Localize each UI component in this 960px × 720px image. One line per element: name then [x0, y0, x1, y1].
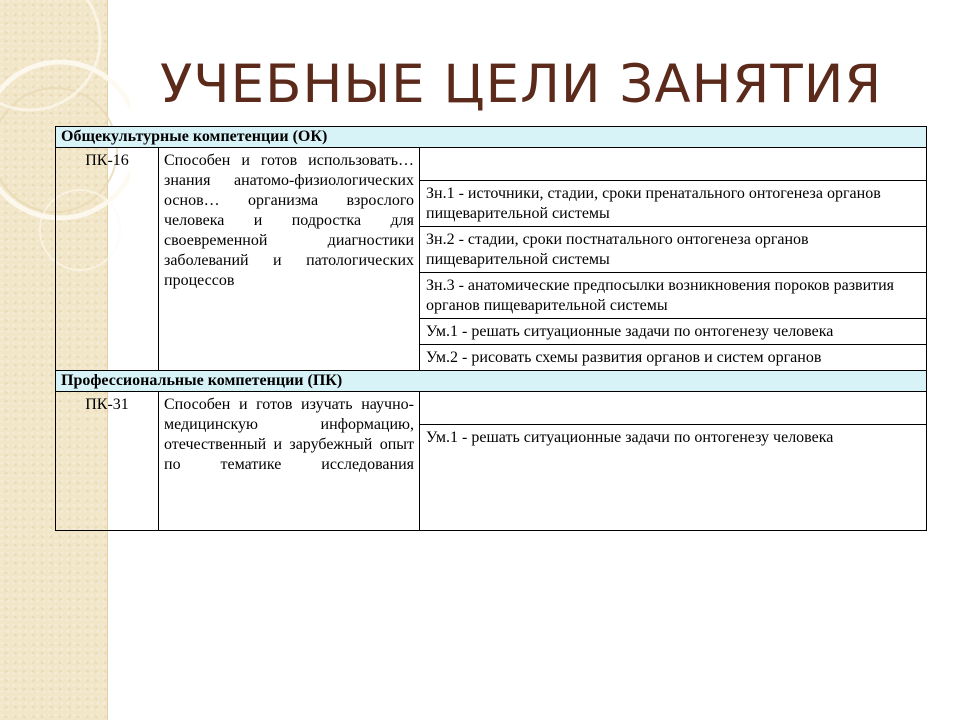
outcome-item: Зн.2 - стадии, сроки постнатального онтогенеза органов пищеварительной системы — [420, 227, 927, 273]
competency-description: Способен и готов изучать научно-медицинскую информацию, отечественный и зарубежный опыт по тематике исследования — [159, 392, 420, 531]
competencies-table — [55, 126, 927, 531]
section-header-row — [56, 127, 927, 148]
slide-title: УЧЕБНЫЕ ЦЕЛИ ЗАНЯТИЯ — [160, 54, 883, 115]
competency-code: ПК-31 — [56, 392, 159, 531]
outcome-item: Зн.1 - источники, стадии, сроки пренатального онтогенеза органов пищеварительной системы — [420, 181, 927, 227]
outcome-item: Ум.2 - рисовать схемы развития органов и систем органов — [420, 345, 927, 371]
section-heading: Профессиональные компетенции (ПК) — [56, 371, 927, 392]
outcome-item: Ум.1 - решать ситуационные задачи по онтогенезу человека — [420, 319, 927, 345]
section-heading: Общекультурные компетенции (ОК) — [56, 127, 927, 148]
empty-cell — [420, 392, 927, 425]
competency-description: Способен и готов использовать… знания анатомо-физиологических основ… организма взрослого человека и подростка для своевременной диагностики заболеваний и патологических процессов — [159, 148, 420, 371]
outcome-item: Зн.3 - анатомические предпосылки возникновения пороков развития органов пищеварительной системы — [420, 273, 927, 319]
table-row — [56, 392, 927, 425]
empty-cell — [420, 148, 927, 181]
table-row — [56, 148, 927, 181]
competency-code: ПК-16 — [56, 148, 159, 371]
outcome-item: Ум.1 - решать ситуационные задачи по онтогенезу человека — [420, 425, 927, 531]
section-header-row — [56, 371, 927, 392]
